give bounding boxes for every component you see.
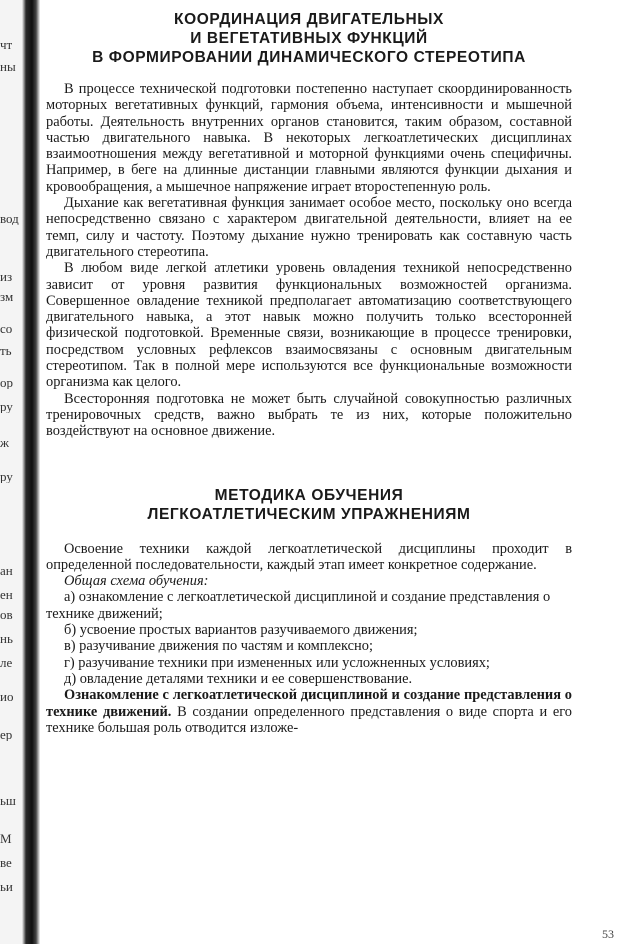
gutter-fragment: ле [0,656,13,669]
document-page [46,10,572,736]
gutter-fragment: ио [0,690,14,703]
scheme-item: д) овладение деталями техники и ее совершенствование. [64,670,413,687]
gutter-fragment: со [0,322,13,335]
gutter-fragment: ж [0,436,9,449]
gutter-fragment: зм [0,290,14,303]
gutter-fragment: ны [0,60,16,73]
gutter-fragment: М [0,832,12,845]
gutter-fragment: ер [0,728,13,741]
scheme-heading: Общая схема обучения: [64,573,209,590]
gutter-fragment: вод [0,212,19,225]
scheme-item: г) разучивание техники при измененных или усложненных условиях; [64,654,490,671]
gutter-fragment: ьи [0,880,13,893]
gutter-fragment: ьш [0,794,16,807]
final-text: В создании определенного представления о виде спорта и его технике большая роль отводится изложе- [46,703,572,736]
section-1-paragraph: Всесторонняя подготовка не может быть случайной совокупностью различных тренировочных средств, важно выбрать те из них, которые положительно воздействуют на основное движение. [46,390,572,440]
gutter-fragment: нь [0,632,13,645]
section-1-title-line: И ВЕГЕТАТИВНЫХ ФУНКЦИЙ [190,30,428,47]
gutter-fragment: ен [0,588,13,601]
page-number: 53 [602,927,614,941]
section-2-title-line: МЕТОДИКА ОБУЧЕНИЯ [214,486,404,504]
final-paragraph [46,687,572,736]
scheme-item: в) разучивание движения по частям и комплексно; [64,638,373,655]
gutter-fragment: ов [0,608,13,621]
section-2-title [46,486,572,524]
gutter-fragment: ру [0,400,13,413]
scheme-item: б) усвоение простых вариантов разучиваемого движения; [64,622,418,639]
gutter-fragment: чт [0,38,13,51]
gutter-fragment: ор [0,376,13,389]
section-1-paragraph: В любом виде легкой атлетики уровень овладения техникой непосредственно зависит от уровня развития функциональных возможностей организма. Совершенное овладение техникой предполагает автоматизацию соответствующего двигательного навыка, а этот навык можно получить только всесторонней физической подготовкой. Временные связи, возникающие в процессе тренировки, посредством условных рефлексов взаимосвязаны с основным двигательным стереотипом. Так в полной мере используются все функциональные возможности организма как целого. [46,260,572,391]
scheme-item: а) ознакомление с легкоатлетической дисциплиной и создание представления о технике движений; [46,589,551,622]
final-bold-lead: Ознакомление с легкоатлетической дисциплиной и создание представления о технике движений. [46,687,572,720]
section-1-title-line: В ФОРМИРОВАНИИ ДИНАМИЧЕСКОГО СТЕРЕОТИПА [92,49,526,66]
gutter-fragment: ве [0,856,12,869]
section-1-paragraph: Дыхание как вегетативная функция занимает особое место, поскольку оно всегда непосредственно связано с характером двигательной деятельности, влияет на ее темп, силу и частоту. Поэтому дыхание нужно тренировать как составную часть двигательного стереотипа. [46,195,572,260]
section-1-title [46,10,572,67]
section-1-paragraph: В процессе технической подготовки постепенно наступает скоординированность моторных вегетативных функций, гармония объема, интенсивности и мышечной работы. Деятельность внутренних органов становится, таким образом, составной частью двигательного навыка. В некоторых легкоатлетических дисциплинах взаимоотношения между вегетативной и моторной функциями очень специфичны. Например, в беге на длинные дистанции главными являются функции дыхания и кровообращения, а мышечное напряжение играет второстепенную роль. [46,81,572,195]
gutter-fragment: ть [0,344,12,357]
section-2-title-line: ЛЕГКОАТЛЕТИЧЕСКИМ УПРАЖНЕНИЯМ [147,505,471,523]
gutter-fragment: из [0,270,13,283]
gutter-fragment: ру [0,470,13,483]
section-2-intro: Освоение техники каждой легкоатлетической дисциплины проходит в определенной последовательности, каждый этап имеет конкретное содержание. [46,540,572,573]
section-1-title-line: КООРДИНАЦИЯ ДВИГАТЕЛЬНЫХ [174,11,444,28]
gutter-fragment: ан [0,564,13,577]
